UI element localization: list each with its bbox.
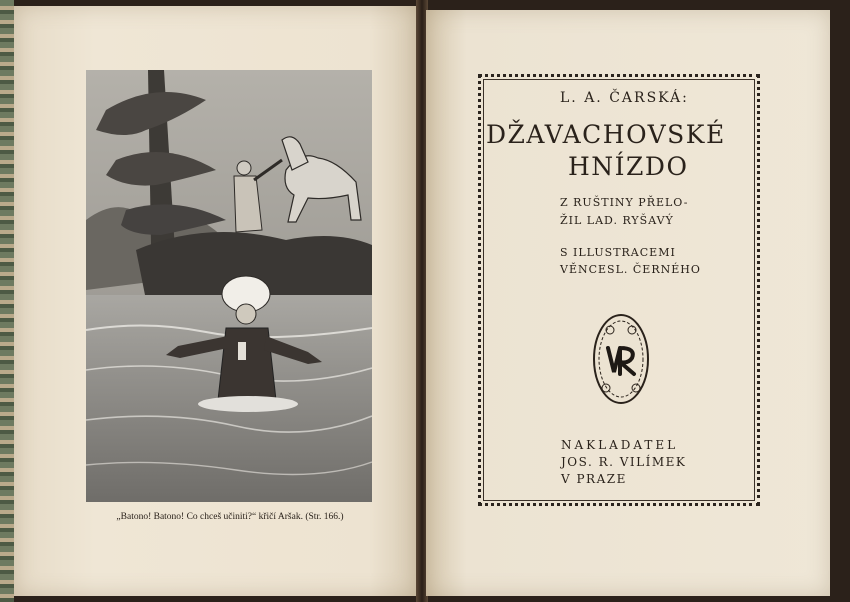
illustrator-line-2: VĚNCESL. ČERNÉHO [560, 263, 701, 276]
publisher-line-3: V PRAZE [561, 472, 627, 486]
publisher-line-2: JOS. R. VILÍMEK [561, 455, 687, 469]
publisher-monogram-icon [592, 312, 650, 406]
river-scene-drawing [86, 70, 372, 502]
book-title-line-2: HNÍZDO [568, 152, 689, 181]
translator-line-1: Z RUŠTINY PŘELO- [560, 196, 689, 209]
author: L. A. ČARSKÁ: [560, 90, 689, 106]
publisher-line-1: NAKLADATEL [561, 438, 679, 452]
illustrator-line-1: S ILLUSTRACEMI [560, 246, 676, 259]
book-title-line-1: DŽAVACHOVSKÉ [486, 120, 726, 149]
marbled-endpaper-edge [0, 0, 14, 602]
frontispiece-illustration [86, 70, 372, 502]
translator-line-2: ŽIL LAD. RYŠAVÝ [560, 214, 674, 227]
illustration-caption: „Batono! Batono! Co chceš učiniti?“ křičí Aršak. (Str. 166.) [116, 512, 344, 522]
publisher-logo [592, 312, 650, 406]
